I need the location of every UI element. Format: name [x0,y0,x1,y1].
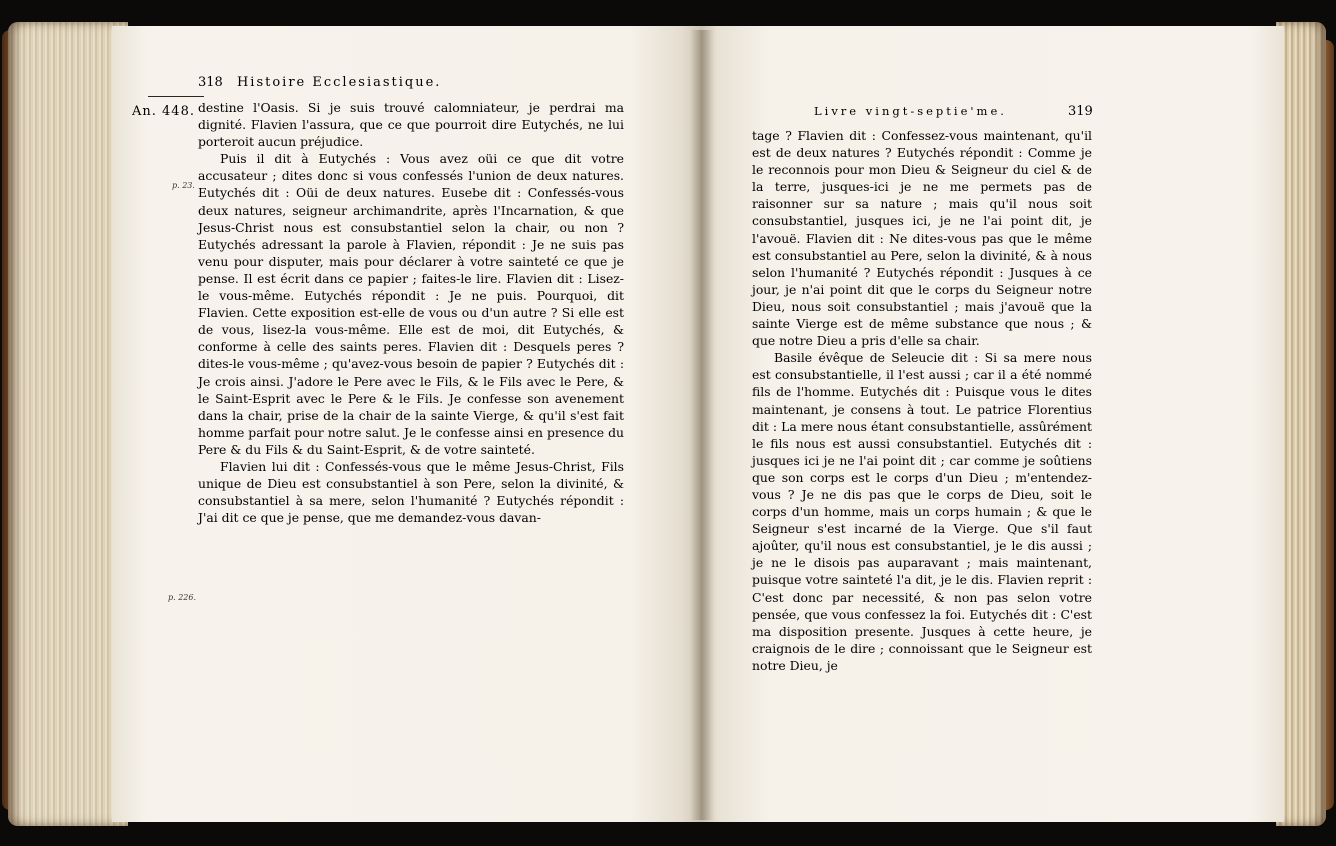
left-running-title: Histoire Ecclesiastique. [236,75,442,90]
left-paragraph-2: Puis il dit à Eutychés : Vous avez oüi ce que dit votre accusateur ; dites donc si vous confessés l'union de deux natures. Eutychés dit : Oüi de deux natures. Eusebe dit : Confessés-vous deux natures, seigneur archimandrite, après l'Incarnation, & que Jesus-Christ nous est consubstantiel selon la chair, ou non ? Eutychés adressant la parole à Flavien, répondit : Je ne suis pas venu pour disputer, mais pour déclarer à votre sainteté ce que je pense. Il est écrit dans ce papier ; faites-le lire. Flavien dit : Lisez-le vous-même. Eutychés répondit : Je ne puis. Pourquoi, dit Flavien. Cette exposition est-elle de vous ou d'un autre ? Si elle est de vous, lisez-la vous-même. Elle est de moi, dit Eutychés, & conforme à celle des saints peres. Flavien dit : Desquels peres ? dites-le vous-même ; qu'avez-vous besoin de papier ? Eutychés dit : Je crois ainsi. J'adore le Pere avec le Fils, & le Fils avec le Pere, & le Saint-Esprit avec le Pere & le Fils. Je confesse son avenement dans la chair, prise de la chair de la sainte Vierge, & qu'il s'est fait homme parfait pour notre salut. Je le confesse ainsi en presence du Pere & du Fils & du Saint-Esprit, & de votre sainteté. [198,151,624,457]
right-paragraph-1: tage ? Flavien dit : Confessez-vous maintenant, qu'il est de deux natures ? Eutychés répondit : Comme je le reconnois pour mon Dieu & Seigneur du ciel & de la terre, jusques-ici je ne me permets pas de raisonner sur sa nature ; mais qu'il nous soit consubstantiel, jusques ici, je ne l'ai point dit, je l'avouë. Flavien dit : Ne dites-vous pas que le même est consubstantiel au Pere, selon la divinité, & à nous selon l'humanité ? Eutychés répondit : Jusques à ce jour, je n'ai point dit que le corps du Seigneur notre Dieu, nous soit consubstantiel ; mais j'avouë que la sainte Vierge est de même substance que nous ; & que notre Dieu a pris d'elle sa chair. [752,128,1092,349]
left-page-body [198,99,624,526]
left-page-number: 318 [198,75,223,90]
year-label: An. 448. [132,104,195,119]
right-running-title: Livre vingt-septie'me. [814,104,1007,118]
right-paragraph-2: Basile évêque de Seleucie dit : Si sa mere nous est consubstantielle, il l'est aussi ; car il a été nommé fils de l'homme. Eutychés dit : Puisque vous le dites maintenant, je consens à tout. Le patrice Florentius dit : La mere nous étant consubstantielle, assûrément le fils nous est aussi consubstantiel. Eutychés dit : jusques ici je ne l'ai point dit ; car comme je soûtiens que son corps est le corps d'un Dieu ; m'entendez-vous ? Je ne dis pas que le corps de Dieu, soit le corps d'un homme, mais un corps humain ; & que le Seigneur s'est incarné de la Vierge. Que s'il faut ajoûter, qu'il nous est consubstantiel, je le dis aussi ; je ne le disois pas auparavant ; mais maintenant, puisque votre sainteté l'a dit, je le dis. Flavien reprit : C'est donc par necessité, & non pas selon votre pensée, que vous confessez la foi. Eutychés dit : C'est ma disposition presente. Jusques à cette heure, je craignois de le dire ; connoissant que le Seigneur est notre Dieu, je [752,350,1092,673]
right-page-body [752,127,1092,674]
margin-note-1: p. 23. [172,181,195,190]
margin-note-2: p. 226. [168,593,197,602]
header-rule [148,96,204,97]
left-page-header [198,75,598,90]
left-paragraph-1: destine l'Oasis. Si je suis trouvé calomniateur, je perdrai ma dignité. Flavien l'assura, que ce que pourroit dire Eutychés, ne lui porteroit aucun préjudice. [198,100,624,150]
book-gutter [690,30,714,820]
right-page-number: 319 [1068,104,1093,119]
left-paragraph-3: Flavien lui dit : Confessés-vous que le même Jesus-Christ, Fils unique de Dieu est consubstantiel à son Pere, selon la divinité, & consubstantiel à sa mere, selon l'humanité ? Eutychés répondit : J'ai dit ce que je pense, que me demandez-vous davan- [198,458,624,526]
left-page-edges [8,22,128,826]
